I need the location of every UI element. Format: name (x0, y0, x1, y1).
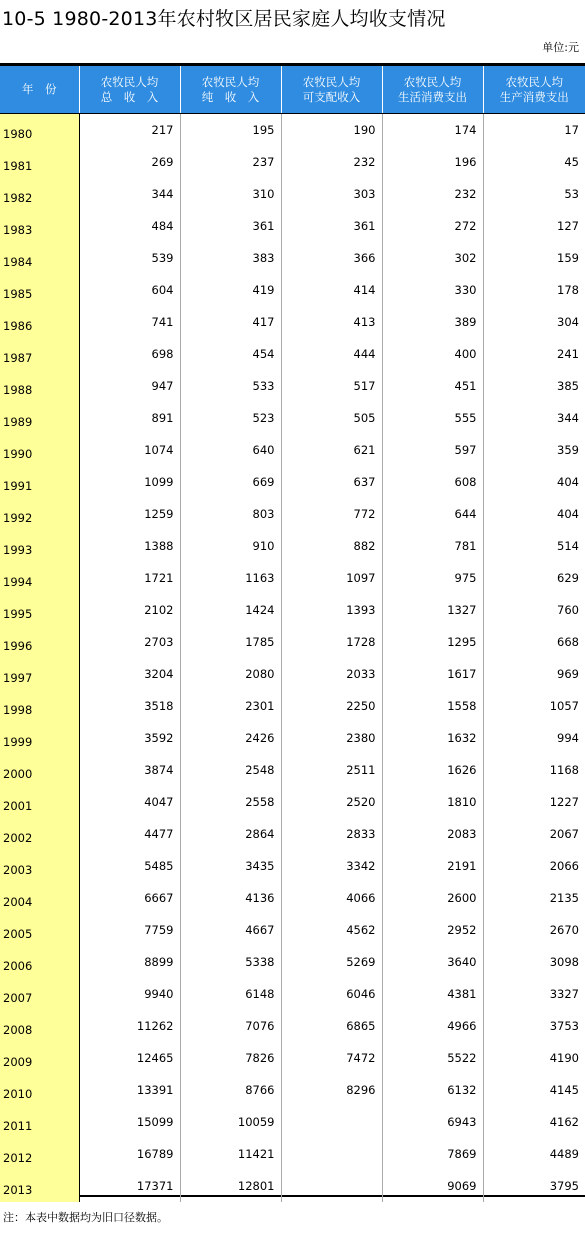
cell-total-income: 8899 (79, 946, 180, 978)
cell-total-income: 217 (79, 114, 180, 147)
cell-production-expenditure: 404 (483, 466, 585, 498)
cell-year: 2011 (0, 1106, 79, 1138)
cell-living-expenditure: 1632 (382, 722, 483, 754)
cell-net-income: 12801 (180, 1170, 281, 1202)
cell-production-expenditure: 668 (483, 626, 585, 658)
cell-year: 1984 (0, 242, 79, 274)
table-row (0, 114, 585, 147)
table-row (0, 914, 585, 946)
cell-production-expenditure: 1227 (483, 786, 585, 818)
cell-year: 1985 (0, 274, 79, 306)
table-row (0, 722, 585, 754)
table-header-row (0, 66, 585, 114)
cell-net-income: 4136 (180, 882, 281, 914)
cell-net-income: 5338 (180, 946, 281, 978)
cell-year: 1993 (0, 530, 79, 562)
cell-production-expenditure: 514 (483, 530, 585, 562)
cell-living-expenditure: 1558 (382, 690, 483, 722)
cell-year: 2003 (0, 850, 79, 882)
table-row (0, 594, 585, 626)
cell-net-income: 10059 (180, 1106, 281, 1138)
cell-production-expenditure: 760 (483, 594, 585, 626)
footnote: 注：本表中数据均为旧口径数据。 (3, 1211, 168, 1224)
cell-year: 2008 (0, 1010, 79, 1042)
cell-total-income: 2102 (79, 594, 180, 626)
cell-total-income: 604 (79, 274, 180, 306)
cell-living-expenditure: 196 (382, 146, 483, 178)
table-row (0, 210, 585, 242)
table-row (0, 690, 585, 722)
table-row (0, 1138, 585, 1170)
cell-net-income: 383 (180, 242, 281, 274)
cell-living-expenditure: 400 (382, 338, 483, 370)
cell-total-income: 3592 (79, 722, 180, 754)
cell-production-expenditure: 127 (483, 210, 585, 242)
cell-year: 2004 (0, 882, 79, 914)
cell-year: 1999 (0, 722, 79, 754)
cell-disposable-income: 414 (281, 274, 382, 306)
cell-disposable-income: 8296 (281, 1074, 382, 1106)
cell-living-expenditure: 451 (382, 370, 483, 402)
cell-total-income: 7759 (79, 914, 180, 946)
cell-year: 1983 (0, 210, 79, 242)
cell-year: 2002 (0, 818, 79, 850)
cell-living-expenditure: 3640 (382, 946, 483, 978)
cell-net-income: 237 (180, 146, 281, 178)
cell-living-expenditure: 302 (382, 242, 483, 274)
cell-disposable-income: 637 (281, 466, 382, 498)
cell-production-expenditure: 45 (483, 146, 585, 178)
cell-living-expenditure: 5522 (382, 1042, 483, 1074)
cell-year: 1981 (0, 146, 79, 178)
cell-production-expenditure: 4190 (483, 1042, 585, 1074)
cell-net-income: 417 (180, 306, 281, 338)
cell-disposable-income (281, 1106, 382, 1138)
cell-net-income: 2864 (180, 818, 281, 850)
cell-net-income: 2558 (180, 786, 281, 818)
cell-living-expenditure: 555 (382, 402, 483, 434)
cell-net-income: 523 (180, 402, 281, 434)
cell-disposable-income: 2250 (281, 690, 382, 722)
cell-total-income: 9940 (79, 978, 180, 1010)
cell-living-expenditure: 608 (382, 466, 483, 498)
table-row (0, 434, 585, 466)
cell-disposable-income: 4562 (281, 914, 382, 946)
cell-living-expenditure: 597 (382, 434, 483, 466)
cell-year: 2013 (0, 1170, 79, 1202)
cell-total-income: 15099 (79, 1106, 180, 1138)
cell-production-expenditure: 385 (483, 370, 585, 402)
cell-living-expenditure: 174 (382, 114, 483, 147)
table-row (0, 786, 585, 818)
cell-living-expenditure: 781 (382, 530, 483, 562)
cell-disposable-income (281, 1170, 382, 1202)
cell-net-income: 2080 (180, 658, 281, 690)
cell-living-expenditure: 9069 (382, 1170, 483, 1202)
table-row (0, 1010, 585, 1042)
cell-living-expenditure: 644 (382, 498, 483, 530)
cell-net-income: 6148 (180, 978, 281, 1010)
cell-production-expenditure: 359 (483, 434, 585, 466)
cell-production-expenditure: 629 (483, 562, 585, 594)
cell-living-expenditure: 389 (382, 306, 483, 338)
cell-net-income: 640 (180, 434, 281, 466)
cell-net-income: 7076 (180, 1010, 281, 1042)
cell-year: 2012 (0, 1138, 79, 1170)
cell-net-income: 2301 (180, 690, 281, 722)
cell-year: 1994 (0, 562, 79, 594)
cell-disposable-income: 361 (281, 210, 382, 242)
cell-living-expenditure: 1810 (382, 786, 483, 818)
cell-total-income: 1099 (79, 466, 180, 498)
cell-living-expenditure: 2083 (382, 818, 483, 850)
cell-production-expenditure: 53 (483, 178, 585, 210)
cell-disposable-income: 2380 (281, 722, 382, 754)
cell-total-income: 5485 (79, 850, 180, 882)
table-row (0, 466, 585, 498)
header-disposable-income: 农牧民人均 可支配收入 (281, 66, 382, 114)
cell-disposable-income: 1097 (281, 562, 382, 594)
cell-net-income: 803 (180, 498, 281, 530)
cell-disposable-income: 2520 (281, 786, 382, 818)
table-row (0, 146, 585, 178)
table-row (0, 498, 585, 530)
cell-living-expenditure: 7869 (382, 1138, 483, 1170)
table-row (0, 626, 585, 658)
cell-living-expenditure: 6943 (382, 1106, 483, 1138)
cell-net-income: 1424 (180, 594, 281, 626)
cell-production-expenditure: 4489 (483, 1138, 585, 1170)
cell-total-income: 741 (79, 306, 180, 338)
cell-disposable-income: 1393 (281, 594, 382, 626)
cell-production-expenditure: 4162 (483, 1106, 585, 1138)
cell-disposable-income: 4066 (281, 882, 382, 914)
cell-disposable-income: 621 (281, 434, 382, 466)
table-row (0, 850, 585, 882)
cell-net-income: 533 (180, 370, 281, 402)
cell-net-income: 669 (180, 466, 281, 498)
cell-production-expenditure: 3098 (483, 946, 585, 978)
table-row (0, 306, 585, 338)
cell-living-expenditure: 272 (382, 210, 483, 242)
cell-production-expenditure: 2067 (483, 818, 585, 850)
cell-net-income: 310 (180, 178, 281, 210)
table-body (0, 114, 585, 1203)
table-row (0, 370, 585, 402)
cell-disposable-income: 444 (281, 338, 382, 370)
cell-total-income: 2703 (79, 626, 180, 658)
table-row (0, 882, 585, 914)
cell-disposable-income: 2033 (281, 658, 382, 690)
cell-production-expenditure: 3753 (483, 1010, 585, 1042)
cell-total-income: 4477 (79, 818, 180, 850)
cell-disposable-income: 366 (281, 242, 382, 274)
cell-total-income: 1721 (79, 562, 180, 594)
cell-production-expenditure: 344 (483, 402, 585, 434)
cell-year: 2005 (0, 914, 79, 946)
cell-living-expenditure: 2952 (382, 914, 483, 946)
data-table-container (0, 63, 585, 1197)
cell-production-expenditure: 2670 (483, 914, 585, 946)
cell-living-expenditure: 1327 (382, 594, 483, 626)
cell-disposable-income: 2833 (281, 818, 382, 850)
cell-year: 1992 (0, 498, 79, 530)
cell-disposable-income: 3342 (281, 850, 382, 882)
cell-net-income: 7826 (180, 1042, 281, 1074)
cell-net-income: 419 (180, 274, 281, 306)
cell-production-expenditure: 159 (483, 242, 585, 274)
cell-living-expenditure: 4381 (382, 978, 483, 1010)
cell-living-expenditure: 330 (382, 274, 483, 306)
page-title: 10-5 1980-2013年农村牧区居民家庭人均收支情况 (2, 8, 446, 30)
header-living-expenditure: 农牧民人均 生活消费支出 (382, 66, 483, 114)
cell-production-expenditure: 17 (483, 114, 585, 147)
cell-living-expenditure: 1626 (382, 754, 483, 786)
cell-disposable-income: 6865 (281, 1010, 382, 1042)
header-year: 年 份 (0, 66, 79, 114)
cell-year: 1986 (0, 306, 79, 338)
cell-total-income: 1259 (79, 498, 180, 530)
cell-disposable-income (281, 1138, 382, 1170)
cell-disposable-income: 7472 (281, 1042, 382, 1074)
cell-total-income: 539 (79, 242, 180, 274)
cell-year: 2007 (0, 978, 79, 1010)
cell-net-income: 2426 (180, 722, 281, 754)
table-row (0, 1106, 585, 1138)
cell-year: 2009 (0, 1042, 79, 1074)
table-row (0, 754, 585, 786)
cell-total-income: 3204 (79, 658, 180, 690)
cell-production-expenditure: 3327 (483, 978, 585, 1010)
header-production-expenditure: 农牧民人均 生产消费支出 (483, 66, 585, 114)
cell-year: 2000 (0, 754, 79, 786)
cell-total-income: 344 (79, 178, 180, 210)
cell-disposable-income: 413 (281, 306, 382, 338)
cell-production-expenditure: 2066 (483, 850, 585, 882)
cell-total-income: 3518 (79, 690, 180, 722)
cell-disposable-income: 303 (281, 178, 382, 210)
cell-net-income: 2548 (180, 754, 281, 786)
cell-year: 1998 (0, 690, 79, 722)
cell-disposable-income: 2511 (281, 754, 382, 786)
cell-year: 1980 (0, 114, 79, 147)
cell-living-expenditure: 232 (382, 178, 483, 210)
cell-net-income: 11421 (180, 1138, 281, 1170)
table-row (0, 338, 585, 370)
cell-year: 1991 (0, 466, 79, 498)
cell-total-income: 3874 (79, 754, 180, 786)
table-row (0, 1074, 585, 1106)
cell-production-expenditure: 304 (483, 306, 585, 338)
table-row (0, 658, 585, 690)
cell-disposable-income: 505 (281, 402, 382, 434)
cell-year: 1987 (0, 338, 79, 370)
cell-year: 1995 (0, 594, 79, 626)
cell-disposable-income: 882 (281, 530, 382, 562)
cell-total-income: 17371 (79, 1170, 180, 1202)
cell-total-income: 947 (79, 370, 180, 402)
table-row (0, 402, 585, 434)
cell-net-income: 8766 (180, 1074, 281, 1106)
cell-net-income: 1163 (180, 562, 281, 594)
cell-production-expenditure: 404 (483, 498, 585, 530)
cell-living-expenditure: 6132 (382, 1074, 483, 1106)
cell-total-income: 4047 (79, 786, 180, 818)
cell-production-expenditure: 994 (483, 722, 585, 754)
header-net-income: 农牧民人均 纯 收 入 (180, 66, 281, 114)
cell-living-expenditure: 1617 (382, 658, 483, 690)
table-row (0, 818, 585, 850)
header-total-income: 农牧民人均 总 收 入 (79, 66, 180, 114)
cell-total-income: 1388 (79, 530, 180, 562)
cell-net-income: 454 (180, 338, 281, 370)
cell-year: 1982 (0, 178, 79, 210)
cell-production-expenditure: 1168 (483, 754, 585, 786)
cell-net-income: 195 (180, 114, 281, 147)
income-expenditure-table (0, 66, 585, 1202)
cell-production-expenditure: 241 (483, 338, 585, 370)
cell-disposable-income: 772 (281, 498, 382, 530)
cell-net-income: 1785 (180, 626, 281, 658)
cell-net-income: 4667 (180, 914, 281, 946)
cell-net-income: 361 (180, 210, 281, 242)
cell-disposable-income: 1728 (281, 626, 382, 658)
cell-production-expenditure: 969 (483, 658, 585, 690)
cell-production-expenditure: 3795 (483, 1170, 585, 1202)
unit-label: 单位:元 (542, 41, 579, 54)
cell-living-expenditure: 4966 (382, 1010, 483, 1042)
cell-disposable-income: 517 (281, 370, 382, 402)
cell-year: 1988 (0, 370, 79, 402)
cell-year: 1989 (0, 402, 79, 434)
cell-total-income: 1074 (79, 434, 180, 466)
table-row (0, 1042, 585, 1074)
cell-year: 1997 (0, 658, 79, 690)
cell-net-income: 3435 (180, 850, 281, 882)
cell-year: 1996 (0, 626, 79, 658)
cell-production-expenditure: 2135 (483, 882, 585, 914)
cell-total-income: 269 (79, 146, 180, 178)
cell-production-expenditure: 1057 (483, 690, 585, 722)
cell-disposable-income: 232 (281, 146, 382, 178)
cell-living-expenditure: 975 (382, 562, 483, 594)
cell-total-income: 891 (79, 402, 180, 434)
cell-production-expenditure: 4145 (483, 1074, 585, 1106)
cell-year: 2010 (0, 1074, 79, 1106)
cell-living-expenditure: 2600 (382, 882, 483, 914)
cell-year: 1990 (0, 434, 79, 466)
cell-total-income: 484 (79, 210, 180, 242)
table-row (0, 1170, 585, 1202)
table-row (0, 562, 585, 594)
cell-disposable-income: 190 (281, 114, 382, 147)
table-row (0, 946, 585, 978)
cell-disposable-income: 6046 (281, 978, 382, 1010)
cell-total-income: 12465 (79, 1042, 180, 1074)
table-row (0, 178, 585, 210)
table-row (0, 530, 585, 562)
table-row (0, 978, 585, 1010)
table-row (0, 242, 585, 274)
table-row (0, 274, 585, 306)
cell-production-expenditure: 178 (483, 274, 585, 306)
cell-year: 2001 (0, 786, 79, 818)
cell-net-income: 910 (180, 530, 281, 562)
cell-living-expenditure: 2191 (382, 850, 483, 882)
cell-total-income: 16789 (79, 1138, 180, 1170)
cell-total-income: 698 (79, 338, 180, 370)
cell-total-income: 6667 (79, 882, 180, 914)
cell-year: 2006 (0, 946, 79, 978)
cell-disposable-income: 5269 (281, 946, 382, 978)
cell-total-income: 11262 (79, 1010, 180, 1042)
cell-living-expenditure: 1295 (382, 626, 483, 658)
cell-total-income: 13391 (79, 1074, 180, 1106)
